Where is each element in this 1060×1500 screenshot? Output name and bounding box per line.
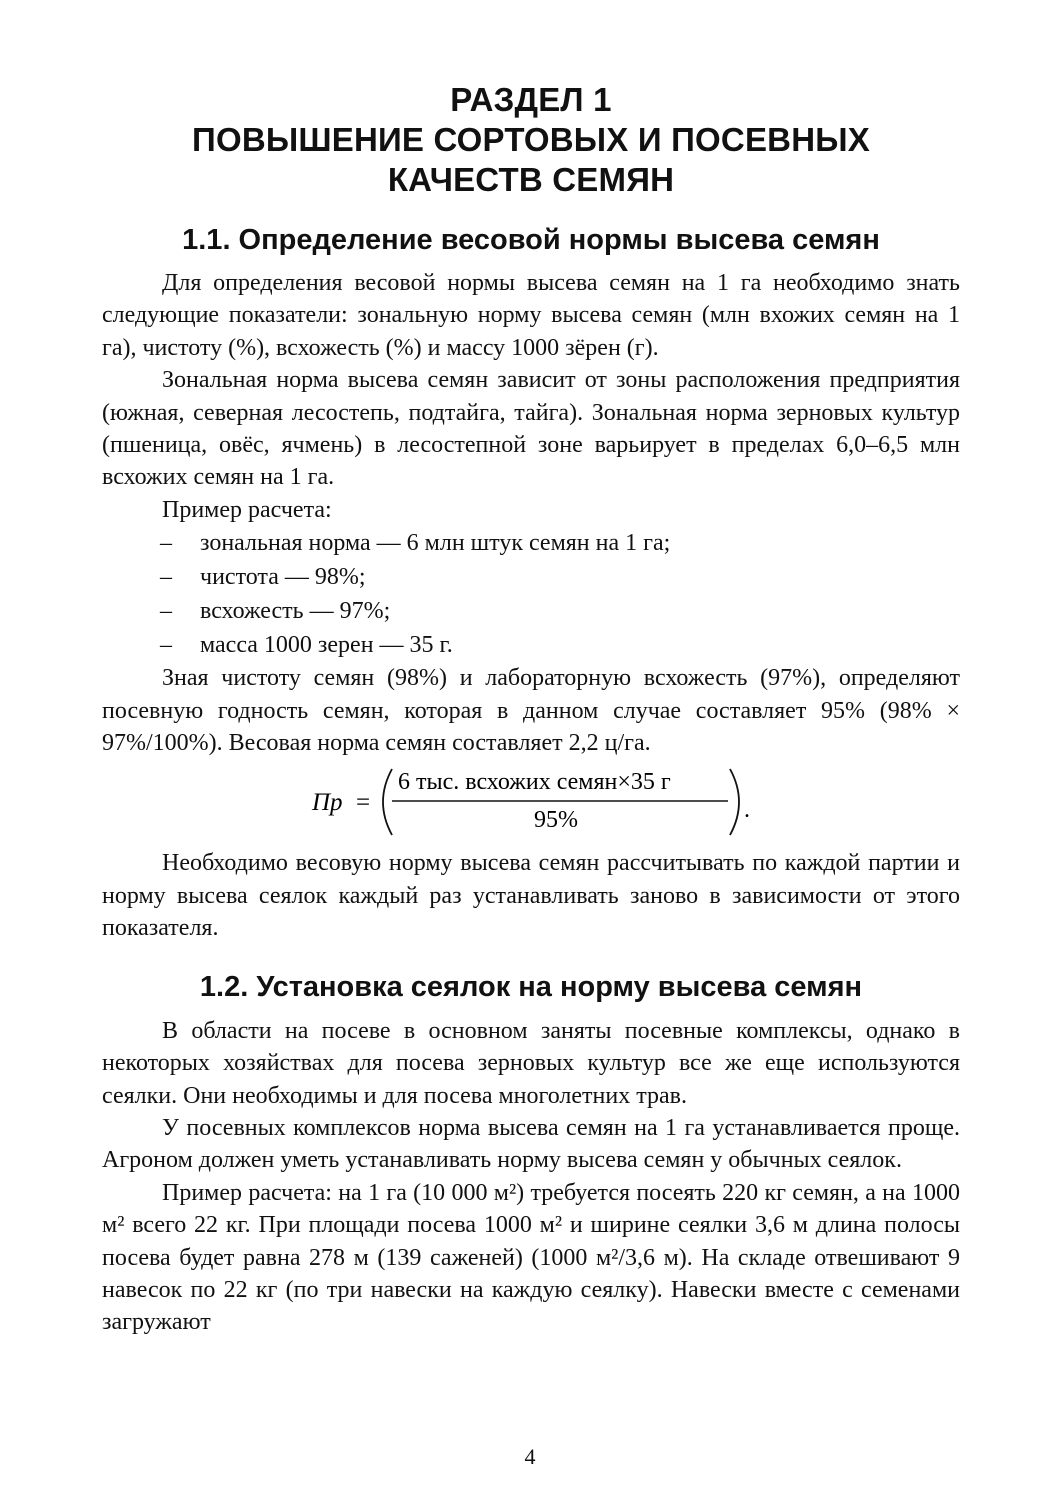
paragraph: Пример расчета: на 1 га (10 000 м²) требуется посеять 220 кг семян, а на 1000 м² всего 22 кг. При площади посева 1000 м² и ширине сеялки 3,6 м длина полосы посева будет равна 278 м (139 саженей) (1000 м²/3,6 м). На складе отвешивают 9 навесок по 22 кг (по три навески на каждую сеялку). Навески вместе с семенами загружают	[102, 1179, 960, 1336]
formula-equals: =	[356, 789, 371, 817]
list-dash: –	[160, 530, 172, 557]
page-content	[102, 80, 960, 1339]
paragraph: Для определения весовой нормы высева семян на 1 га необходимо знать следующие показатели: зональную норму высева семян (млн вхожих семян на 1 га), чистоту (%), всхожесть (%) и массу 1000 зёрен (г).	[102, 270, 960, 361]
paragraph: Необходимо весовую норму высева семян рассчитывать по каждой партии и норму высева сеялок каждый раз устанавливать заново в зависимости от этого показателя.	[102, 850, 960, 942]
list-item	[102, 526, 960, 560]
list-item-text: всхожесть — 97%;	[200, 598, 391, 625]
formula-lhs: Пр	[312, 789, 343, 817]
list-dash: –	[160, 632, 172, 659]
list-item-text: масса 1000 зерен — 35 г.	[200, 632, 453, 659]
formula	[102, 765, 960, 839]
paragraph: У посевных комплексов норма высева семян на 1 га устанавливается проще. Агроном должен уметь устанавливать норму высева семян у обычных сеялок.	[102, 1114, 960, 1174]
formula-left-paren	[383, 769, 392, 835]
paragraph: Зная чистоту семян (98%) и лабораторную всхожесть (97%), определяют посевную годность семян, которая в данном случае составляет 95% (98% × 97%/100%). Весовая норма семян составляет 2,2 ц/га.	[102, 665, 960, 757]
formula-numerator: 6 тыс. всхожих семян×35 г	[398, 769, 671, 796]
subsection-title-1-1: 1.1. Определение весовой нормы высева семян	[182, 224, 880, 256]
list-dash: –	[160, 564, 172, 591]
formula-right-paren	[730, 769, 739, 835]
formula-denominator: 95%	[534, 807, 578, 834]
section-title-line-1: РАЗДЕЛ 1	[450, 81, 612, 118]
list-item	[102, 560, 960, 594]
paragraph: Зональная норма высева семян зависит от зоны расположения предприятия (южная, северная лесостепь, подтайга, тайга). Зональная норма зерновых культур (пшеница, овёс, ячмень) в лесостепной зоне варьирует в пределах 6,0–6,5 млн всхожих семян на 1 га.	[102, 367, 960, 491]
formula-graphic	[102, 765, 960, 839]
list-dash: –	[160, 598, 172, 625]
page-number: 4	[524, 1444, 536, 1469]
list-item	[102, 594, 960, 628]
paragraph: Пример расчета:	[162, 496, 332, 523]
subsection-title-1-2: 1.2. Установка сеялок на норму высева семян	[199, 970, 863, 1003]
formula-period: .	[744, 797, 750, 824]
section-title-line-3: КАЧЕСТВ СЕМЯН	[387, 161, 675, 198]
list-item-text: чистота — 98%;	[200, 564, 366, 591]
section-title	[102, 80, 960, 200]
section-title-line-2: ПОВЫШЕНИЕ СОРТОВЫХ И ПОСЕВНЫХ	[192, 121, 870, 158]
list-item	[102, 628, 960, 662]
list-item-text: зональная норма — 6 млн штук семян на 1 га;	[200, 530, 671, 557]
example-list	[102, 526, 960, 662]
paragraph: В области на посеве в основном заняты посевные комплексы, однако в некоторых хозяйствах для посева зерновых культур все же еще используются сеялки. Они необходимы и для посева многолетних трав.	[102, 1017, 960, 1109]
